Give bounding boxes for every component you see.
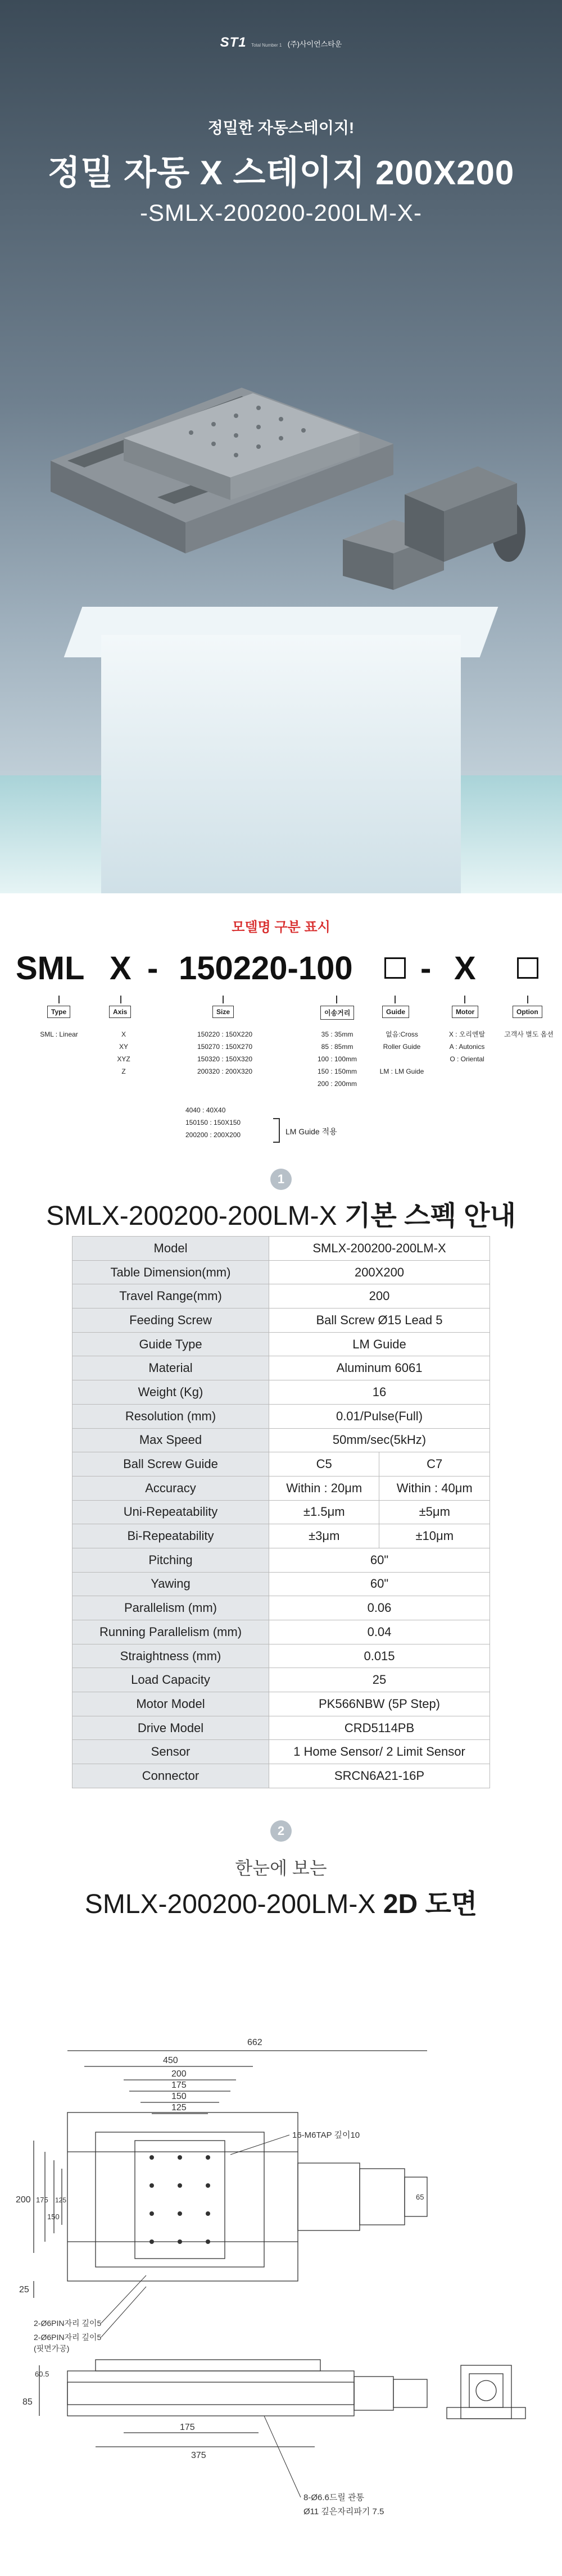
dim-v605: 60.5: [35, 2370, 49, 2378]
spec-label: Motor Model: [72, 1692, 269, 1716]
spec-value: 25: [269, 1668, 490, 1692]
spec-value: ±10μm: [379, 1524, 490, 1548]
motor-item: O : Oriental: [450, 1055, 484, 1063]
lm-bracket: [273, 1118, 280, 1143]
drawing-pre: 한눈에 보는: [235, 1858, 327, 1878]
dim-150: 150: [171, 2092, 187, 2101]
spec-value: 16: [269, 1380, 490, 1405]
step-number-1: 1: [270, 1169, 292, 1190]
code-dash1: -: [147, 950, 158, 987]
spec-row: [72, 1668, 490, 1692]
spec-label: Bi-Repeatability: [72, 1524, 269, 1548]
tick-option: [527, 996, 528, 1003]
motor-item: X : 오리엔탈: [448, 1030, 486, 1038]
spec-value: Ball Screw Ø15 Lead 5: [269, 1309, 490, 1333]
size-item: 150220 : 150X220: [197, 1030, 253, 1038]
spec-label: Yawing: [72, 1572, 269, 1596]
dim-v150: 150: [47, 2212, 60, 2221]
code-motor: X: [454, 950, 476, 987]
dim-h175: 175: [180, 2423, 195, 2432]
hero-kicker: 정밀한 자동스테이지!: [207, 119, 355, 137]
tick-size: [223, 996, 224, 1003]
spec-value: 60": [269, 1548, 490, 1572]
spec-row: [72, 1716, 490, 1740]
dim-200: 200: [171, 2069, 187, 2079]
spec-row: [72, 1620, 490, 1644]
lm-note: LM Guide 적용: [285, 1127, 337, 1136]
spec-row: [72, 1309, 490, 1333]
dim-v175: 175: [36, 2196, 48, 2204]
note-pin2: 2-Ø6PIN자리 깊이5: [34, 2333, 102, 2342]
spec-row: [72, 1284, 490, 1309]
spec-row: [72, 1356, 490, 1380]
spec-row: [72, 1452, 490, 1476]
label-option: Option: [513, 1006, 542, 1018]
axis-item: XYZ: [117, 1055, 130, 1063]
guide-list: [371, 1028, 433, 1078]
note-tap: 16-M6TAP 깊이10: [292, 2130, 360, 2140]
spec-value: ±5μm: [379, 1500, 490, 1524]
spec-value: Aluminum 6061: [269, 1356, 490, 1380]
drawing-title-bold: 2D 도면: [383, 1889, 478, 1919]
travel-list: [303, 1028, 371, 1090]
spec-label: Feeding Screw: [72, 1309, 269, 1333]
type-item: SML : Linear: [40, 1030, 78, 1038]
spec-title-bold: 기본 스펙 안내: [345, 1201, 516, 1231]
note-pin1: 2-Ø6PIN자리 깊이5: [34, 2319, 102, 2328]
guide-item: [371, 1053, 433, 1065]
brand-tagline: Total Number 1: [251, 43, 282, 48]
spec-label: Drive Model: [72, 1716, 269, 1740]
spec-value: 0.04: [269, 1620, 490, 1644]
size-item: 150270 : 150X270: [197, 1043, 253, 1051]
axis-item: Z: [121, 1067, 126, 1075]
option-item: 고객사 별도 옵션: [504, 1030, 554, 1038]
tick-type: [58, 996, 60, 1003]
dim-662: 662: [247, 2038, 262, 2047]
spec-row: [72, 1237, 490, 1261]
travel-item: 100 : 100mm: [317, 1055, 357, 1063]
tick-axis: [120, 996, 121, 1003]
guide-item: Roller Guide: [383, 1043, 421, 1051]
spec-value: 0.015: [269, 1644, 490, 1668]
dim-v85: 85: [22, 2397, 33, 2407]
spec-title: [0, 1194, 562, 1233]
spec-row: [72, 1692, 490, 1716]
spec-value: 200X200: [269, 1260, 490, 1284]
type-list: [28, 1028, 90, 1041]
spec-table: [72, 1236, 490, 1788]
guide-item: 없음:Cross: [386, 1030, 418, 1038]
spec-row: [72, 1500, 490, 1524]
dim-v125: 125: [55, 2196, 67, 2204]
tick-guide: [395, 996, 396, 1003]
dim-v200: 200: [16, 2195, 31, 2205]
spec-label: Straightness (mm): [72, 1644, 269, 1668]
spec-label: Weight (Kg): [72, 1380, 269, 1405]
spec-row: [72, 1764, 490, 1788]
spec-row: [72, 1332, 490, 1356]
technical-drawing: [0, 1938, 562, 2573]
spec-row: [72, 1596, 490, 1620]
travel-item: 150 : 150mm: [317, 1067, 357, 1075]
spec-row: [72, 1548, 490, 1572]
spec-label: Uni-Repeatability: [72, 1500, 269, 1524]
spec-row: [72, 1404, 490, 1428]
note-hole1: 8-Ø6.6드릴 관통: [303, 2493, 364, 2502]
label-size: Size: [212, 1006, 234, 1018]
spec-row: [72, 1428, 490, 1452]
label-type: Type: [47, 1006, 70, 1018]
hero-banner: [0, 0, 562, 893]
dim-125: 125: [171, 2103, 187, 2112]
dim-175: 175: [171, 2080, 187, 2090]
spec-value: 50mm/sec(5kHz): [269, 1428, 490, 1452]
dim-h375: 375: [191, 2451, 206, 2460]
code-dash2: -: [420, 950, 432, 987]
spec-value: Within : 40μm: [379, 1476, 490, 1500]
spec-label: Sensor: [72, 1740, 269, 1764]
tick-motor: [464, 996, 465, 1003]
tick-travel: [336, 996, 337, 1003]
spec-label: Guide Type: [72, 1332, 269, 1356]
axis-item: XY: [119, 1043, 128, 1051]
spec-row: [72, 1476, 490, 1500]
spec-label: Accuracy: [72, 1476, 269, 1500]
lm-size-list: [185, 1104, 270, 1141]
spec-value: LM Guide: [269, 1332, 490, 1356]
axis-item: X: [121, 1030, 126, 1038]
spec-row: [72, 1644, 490, 1668]
spec-title-model: SMLX-200200-200LM-X: [46, 1201, 337, 1231]
drawing-title-model: SMLX-200200-200LM-X: [84, 1889, 376, 1919]
spec-label: Travel Range(mm): [72, 1284, 269, 1309]
code-size-travel: 150220-100: [179, 950, 353, 987]
note-hole2: Ø11 깊은자리파기 7.5: [303, 2507, 384, 2516]
spec-value: ±1.5μm: [269, 1500, 379, 1524]
spec-label: Resolution (mm): [72, 1404, 269, 1428]
spec-label: Load Capacity: [72, 1668, 269, 1692]
spec-row: [72, 1380, 490, 1405]
spec-value: 1 Home Sensor/ 2 Limit Sensor: [269, 1740, 490, 1764]
travel-item: 35 : 35mm: [321, 1030, 353, 1038]
spec-label: Max Speed: [72, 1428, 269, 1452]
motor-list: [436, 1028, 498, 1065]
code-type: SML: [16, 950, 85, 987]
code-option-box: [517, 957, 538, 979]
guide-item: LM : LM Guide: [379, 1067, 424, 1075]
lm-size-item: 4040 : 40X40: [185, 1106, 226, 1114]
axis-list: [101, 1028, 146, 1078]
spec-value: SMLX-200200-200LM-X: [269, 1237, 490, 1261]
code-axis: X: [110, 950, 132, 987]
spec-value: 200: [269, 1284, 490, 1309]
spec-label: Table Dimension(mm): [72, 1260, 269, 1284]
drawing-title: [0, 1882, 562, 1921]
spec-value: SRCN6A21-16P: [269, 1764, 490, 1788]
size-item: 150320 : 150X320: [197, 1055, 253, 1063]
label-motor: Motor: [452, 1006, 478, 1018]
stage-product-image: [0, 0, 562, 893]
spec-label: Model: [72, 1237, 269, 1261]
spec-row: [72, 1740, 490, 1764]
code-guide-box: [384, 957, 406, 979]
spec-row: [72, 1572, 490, 1596]
spec-value: C7: [379, 1452, 490, 1476]
spec-value: C5: [269, 1452, 379, 1476]
spec-label: Parallelism (mm): [72, 1596, 269, 1620]
step-number-2: 2: [270, 1820, 292, 1842]
brand-company: (주)사이언스타운: [287, 40, 342, 48]
dim-v25: 25: [19, 2285, 29, 2295]
size-item: 200320 : 200X320: [197, 1067, 253, 1075]
spec-label: Running Parallelism (mm): [72, 1620, 269, 1644]
model-heading: 모델명 구분 표시: [232, 920, 330, 935]
brand-mark: ST1: [220, 35, 247, 50]
size-list: [185, 1028, 264, 1078]
spec-label: Ball Screw Guide: [72, 1452, 269, 1476]
dim-450: 450: [163, 2056, 178, 2065]
travel-item: 200 : 200mm: [317, 1080, 357, 1088]
label-travel: 이송거리: [320, 1006, 354, 1020]
model-code: [0, 949, 562, 994]
spec-value: CRD5114PB: [269, 1716, 490, 1740]
spec-label: Connector: [72, 1764, 269, 1788]
spec-value: 60": [269, 1572, 490, 1596]
label-axis: Axis: [109, 1006, 131, 1018]
spec-label: Pitching: [72, 1548, 269, 1572]
travel-item: 85 : 85mm: [321, 1043, 353, 1051]
note-pin2b: (핏면가공): [34, 2344, 70, 2353]
lm-size-item: 200200 : 200X200: [185, 1131, 241, 1139]
spec-value: PK566NBW (5P Step): [269, 1692, 490, 1716]
spec-row: [72, 1260, 490, 1284]
spec-label: Material: [72, 1356, 269, 1380]
lm-size-item: 150150 : 150X150: [185, 1119, 241, 1126]
option-list: [498, 1028, 560, 1041]
motor-item: A : Autonics: [449, 1043, 485, 1051]
spec-row: [72, 1524, 490, 1548]
hero-title: 정밀 자동 X 스테이지 200X200: [47, 154, 515, 192]
dim-v65: 65: [416, 2193, 424, 2201]
label-guide: Guide: [382, 1006, 409, 1018]
spec-value: 0.06: [269, 1596, 490, 1620]
hero-subtitle: -SMLX-200200-200LM-X-: [140, 199, 422, 226]
spec-value: 0.01/Pulse(Full): [269, 1404, 490, 1428]
spec-value: Within : 20μm: [269, 1476, 379, 1500]
spec-value: ±3μm: [269, 1524, 379, 1548]
